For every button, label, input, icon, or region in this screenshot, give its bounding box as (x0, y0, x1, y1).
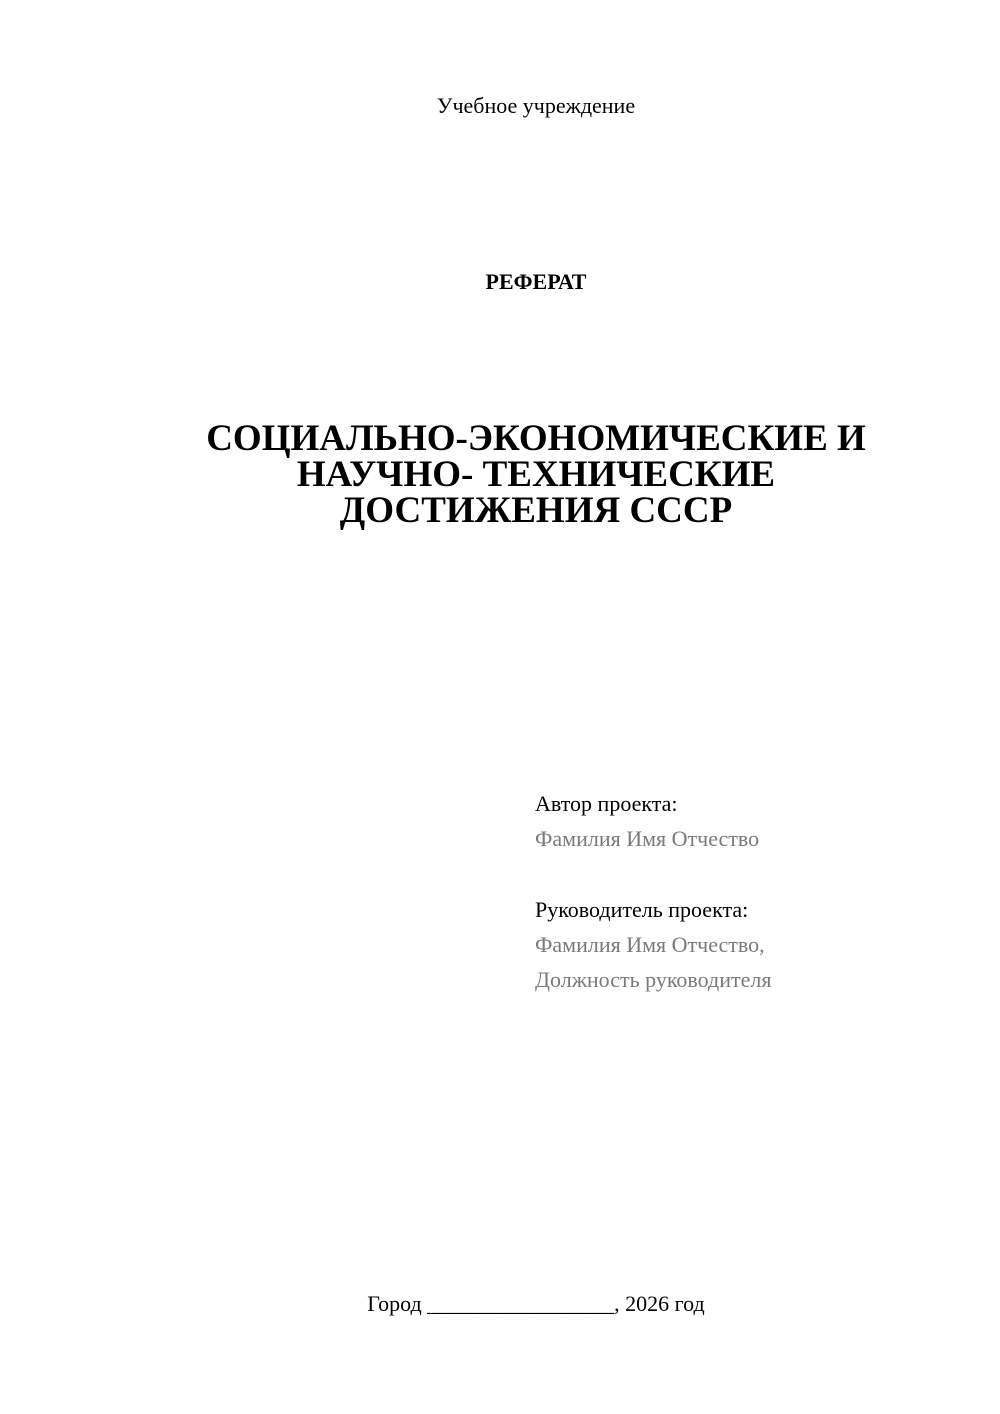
document-type: РЕФЕРАТ (485, 269, 587, 294)
supervisor-position-placeholder: Должность руководителя (535, 967, 772, 992)
supervisor-name-placeholder: Фамилия Имя Отчество, (535, 932, 765, 957)
title-line: СОЦИАЛЬНО-ЭКОНОМИЧЕСКИЕ И (206, 418, 866, 459)
title-line: ДОСТИЖЕНИЯ СССР (339, 490, 733, 531)
institution-name: Учебное учреждение (436, 93, 636, 118)
spacer (535, 856, 975, 892)
supervisor-label: Руководитель проекта: (535, 897, 749, 922)
title-line: НАУЧНО- ТЕХНИЧЕСКИЕ (296, 454, 776, 495)
city-year-line: Город _________________, 2026 год (367, 1291, 705, 1316)
author-name-placeholder: Фамилия Имя Отчество (535, 826, 760, 851)
document-title (150, 418, 922, 531)
author-label: Автор проекта: (535, 791, 678, 816)
project-info-block (535, 786, 975, 997)
